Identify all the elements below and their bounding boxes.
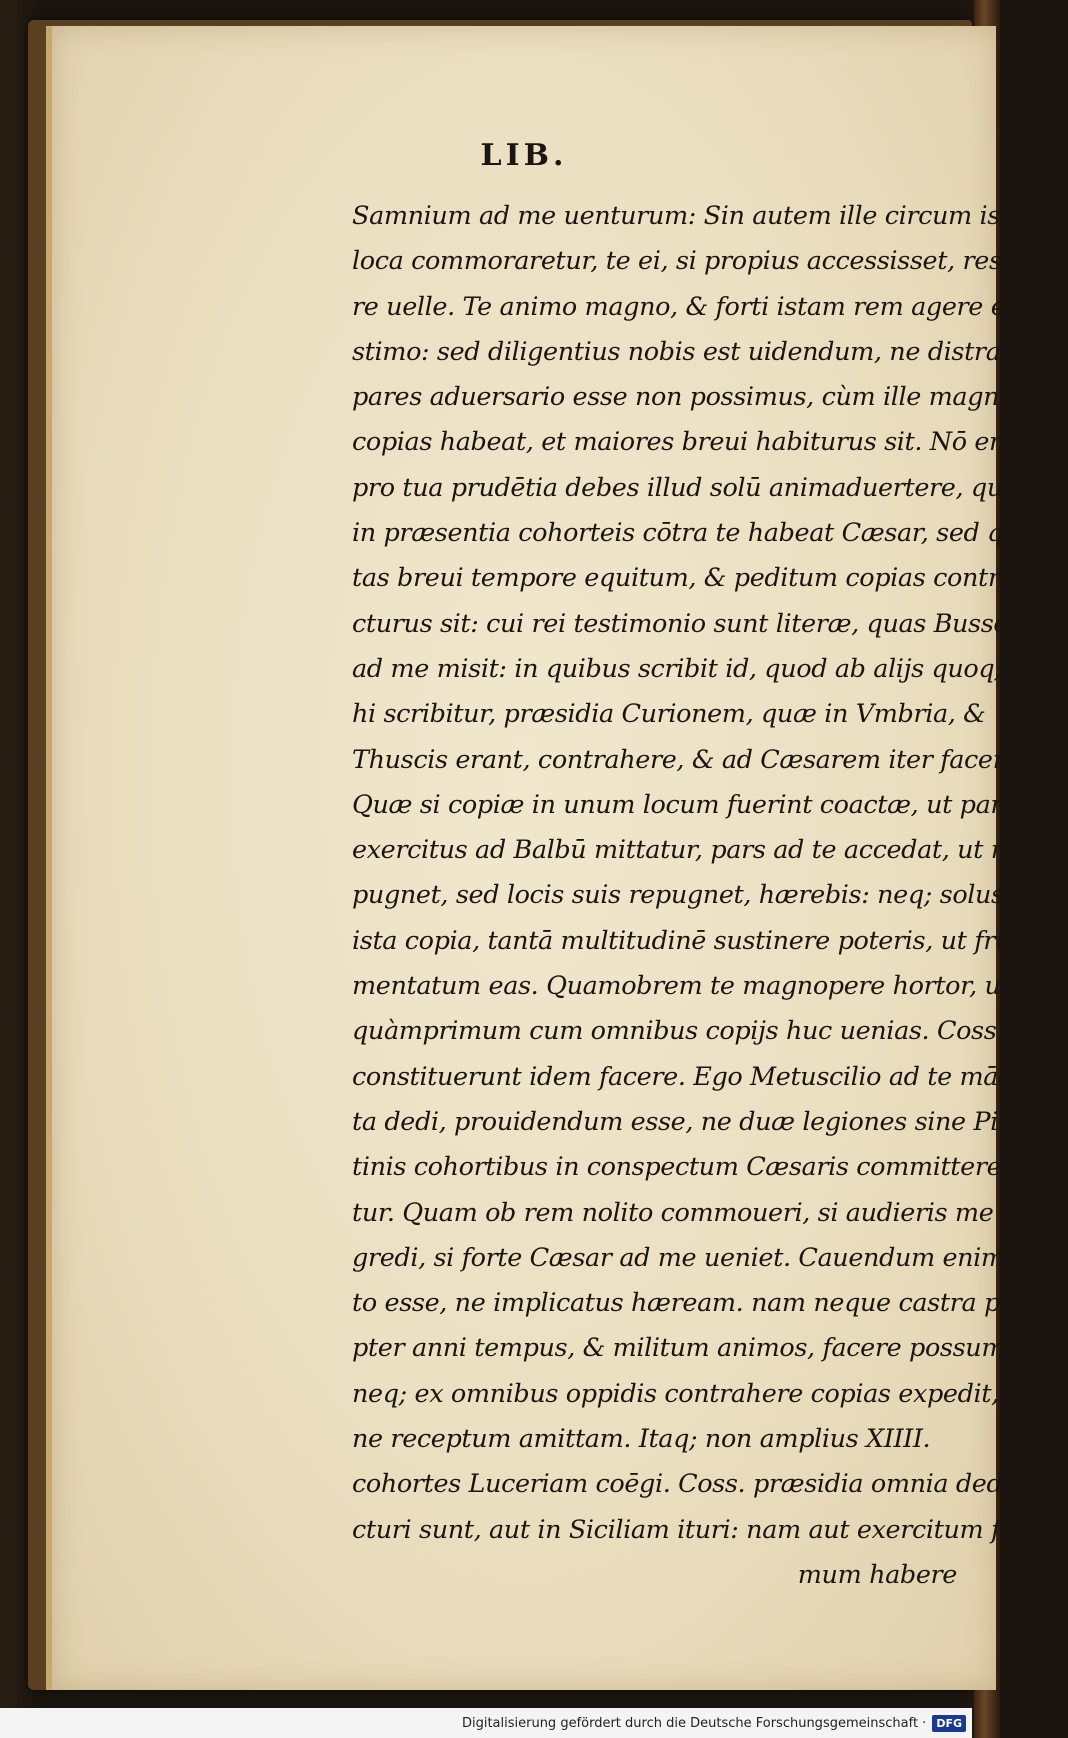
text-line: quàmprimum cum omnibus copijs huc uenias. Coss.	[352, 1016, 1005, 1047]
catchword-line: mum habere	[797, 1559, 957, 1590]
text-line: pugnet, sed locis suis repugnet, hærebis: neq; solus cum	[352, 880, 1066, 911]
credit-text: Digitalisierung gefördert durch die Deutsche Forschungsgemeinschaft ·	[461, 1715, 927, 1731]
text-line: copias habeat, et maiores breui habiturus sit. Nō enim	[352, 427, 1037, 458]
text-line: gredi, si forte Cæsar ad me ueniet. Cauendum enim pu	[352, 1242, 1045, 1273]
text-line: re uelle. Te animo magno, & forti istam rem agere exi	[352, 291, 1028, 322]
text-line: loca commoraretur, te ei, si propius accessisset, resiste=	[352, 246, 1068, 277]
text-line: cohortes Luceriam coēgi. Coss. præsidia omnia dedu=	[352, 1469, 1040, 1500]
text-line: to esse, ne implicatus hæream. nam neque castra pro=	[352, 1288, 1048, 1319]
dfg-logo: DFG	[932, 1715, 966, 1732]
text-line: tas breui tempore equitum, & peditum copias contra	[352, 563, 1015, 594]
text-line: ad me misit: in quibus scribit id, quod ab alijs quoq; mi	[352, 653, 1042, 684]
text-line: pares aduersario esse non possimus, cùm ille magnas	[352, 382, 1027, 413]
text-line: ne receptum amittam. Itaq; non amplius XIIII.	[352, 1424, 931, 1455]
text-line: in præsentia cohorteis cōtra te habeat Cæsar, sed quan	[352, 518, 1050, 549]
text-line: stimo: sed diligentius nobis est uidendum, ne distracti,	[352, 336, 1040, 367]
text-line: ta dedi, prouidendum esse, ne duæ legiones sine Picen=	[352, 1106, 1064, 1137]
running-header: LIB.	[480, 138, 568, 173]
text-line: cturi sunt, aut in Siciliam ituri: nam aut exercitum fir	[352, 1514, 1020, 1545]
text-line: cturus sit: cui rei testimonio sunt literæ, quas Bussenius	[352, 608, 1061, 639]
book-page	[46, 26, 1068, 1690]
body-text	[352, 194, 1068, 1598]
text-line: neq; ex omnibus oppidis contrahere copias expedit,	[352, 1378, 999, 1409]
text-line: mentatum eas. Quamobrem te magnopere hortor, ut	[352, 971, 1011, 1002]
text-line: Thuscis erant, contrahere, & ad Cæsarem iter facere.	[352, 744, 1027, 775]
text-line: ista copia, tantā multitudinē sustinere poteris, ut fru=	[352, 925, 1033, 956]
text-line: pro tua prudētia debes illud solū animaduertere, quot	[352, 472, 1028, 503]
digitization-credit-bar	[0, 1708, 972, 1738]
text-line: tur. Quam ob rem nolito commoueri, si audieris me re	[352, 1197, 1028, 1228]
text-line: tinis cohortibus in conspectum Cæsaris committeren=	[352, 1152, 1039, 1183]
text-line: Samnium ad me uenturum: Sin autem ille circum istæc	[352, 201, 1048, 231]
text-line: pter anni tempus, & militum animos, facere possum,	[352, 1333, 1013, 1364]
text-line: Quæ si copiæ in unum locum fuerint coactæ, ut pars	[352, 789, 1015, 820]
text-line: exercitus ad Balbū mittatur, pars ad te accedat, ut non	[352, 835, 1038, 866]
text-line: hi scribitur, præsidia Curionem, quæ in Vmbria, &	[352, 699, 986, 730]
text-line: constituerunt idem facere. Ego Metuscilio ad te māda	[352, 1061, 1029, 1092]
